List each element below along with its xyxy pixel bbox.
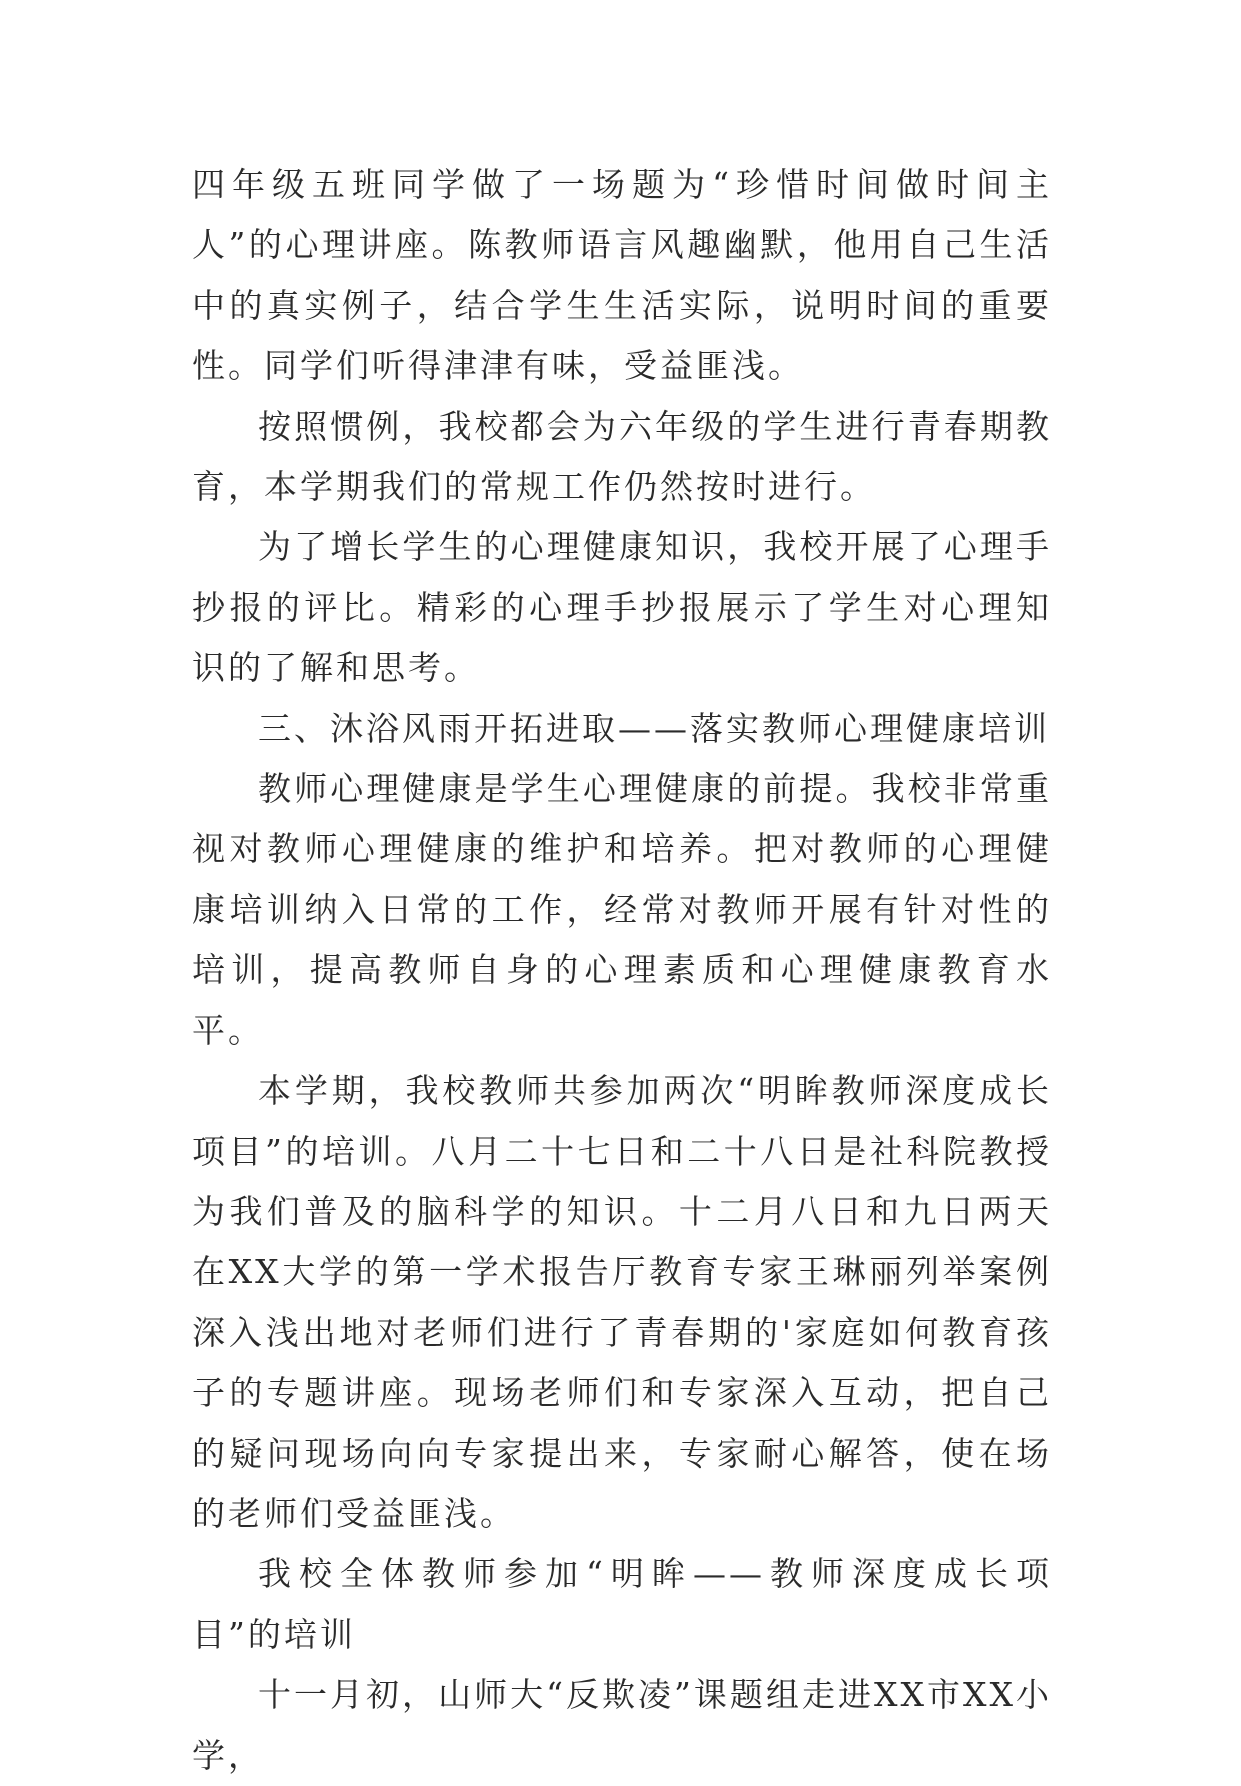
paragraph-6: 我校全体教师参加“明眸——教师深度成长项目”的培训 [192,1554,1052,1654]
paragraph-5: 本学期，我校教师共参加两次“明眸教师深度成长项目”的培训。八月二十七日和二十八日是社科院教授为我们普及的脑科学的知识。十二月八日和九日两天在XX大学的第一学术报告厅教育专家王琳丽列举案例深入浅出地对老师们进行了青春期的'家庭如何教育孩子的专题讲座。现场老师们和专家深入互动，把自己的疑问现场向向专家提出来，专家耐心解答，使在场的老师们受益匪浅。 [192,1071,1052,1533]
paragraph-2: 按照惯例，我校都会为六年级的学生进行青春期教育，本学期我们的常规工作仍然按时进行。 [192,406,1052,507]
section-heading: 三、沐浴风雨开拓进取——落实教师心理健康培训 [258,708,1050,748]
paragraph-3: 为了增长学生的心理健康知识，我校开展了心理手抄报的评比。精彩的心理手抄报展示了学生对心理知识的了解和思考。 [192,527,1052,688]
paragraph-4: 教师心理健康是学生心理健康的前提。我校非常重视对教师心理健康的维护和培养。把对教师的心理健康培训纳入日常的工作，经常对教师开展有针对性的培训，提高教师自身的心理素质和心理健康教育水平。 [192,769,1052,1050]
paragraph-7: 十一月初，山师大“反欺凌”课题组走进XX市XX小学， [192,1675,1052,1775]
document-body [192,155,1052,1786]
paragraph-1: 四年级五班同学做了一场题为“珍惜时间做时间主人”的心理讲座。陈教师语言风趣幽默，他用自己生活中的真实例子，结合学生生活实际，说明时间的重要性。同学们听得津津有味，受益匪浅。 [192,165,1052,386]
